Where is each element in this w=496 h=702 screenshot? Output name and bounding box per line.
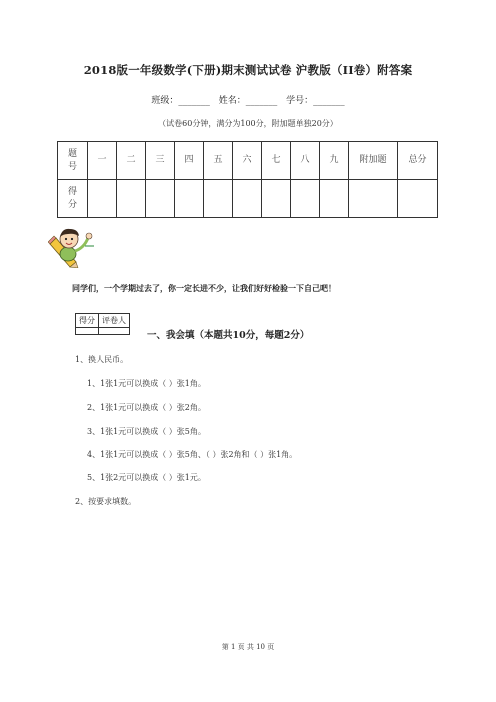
- score-cell[interactable]: [398, 180, 438, 218]
- header-label-line2: 号: [67, 161, 77, 172]
- question-1-item: 2、1张1元可以换成（ ）张2角。: [87, 403, 206, 412]
- grader-score-label: 得分: [76, 314, 99, 328]
- column-header: 一: [88, 142, 117, 180]
- grader-score-cell[interactable]: [76, 328, 99, 335]
- score-cell[interactable]: [233, 180, 262, 218]
- score-cell[interactable]: [175, 180, 204, 218]
- header-label-cell: [58, 142, 88, 180]
- class-field: 班级：_______: [151, 96, 210, 106]
- student-info-line: [0, 93, 496, 106]
- score-cell[interactable]: [320, 180, 349, 218]
- score-table-score-row: [58, 180, 438, 218]
- grader-name-label: 评卷人: [99, 314, 130, 328]
- score-cell[interactable]: [349, 180, 398, 218]
- column-header: 附加题: [349, 142, 398, 180]
- column-header: 四: [175, 142, 204, 180]
- question-1-item: 4、1张1元可以换成（ ）张5角、（ ）张2角和（ ）张1角。: [87, 450, 298, 459]
- column-header: 三: [146, 142, 175, 180]
- exam-note: （试卷60分钟，满分为100分，附加题单独20分）: [158, 119, 338, 128]
- grader-box-header-row: [76, 314, 130, 328]
- score-cell[interactable]: [291, 180, 320, 218]
- column-header: 二: [117, 142, 146, 180]
- column-header: 八: [291, 142, 320, 180]
- section-1-heading: 一、我会填（本题共10分，每题2分）: [147, 330, 310, 341]
- header-label-line1: 题: [67, 148, 77, 159]
- student-with-pencil-icon: [48, 224, 96, 268]
- column-header: 九: [320, 142, 349, 180]
- score-table: [57, 141, 438, 218]
- question-1-item: 5、1张2元可以换成（ ）张1元。: [87, 473, 206, 482]
- score-table-header-row: [58, 142, 438, 180]
- name-field: 姓名：_______: [218, 96, 278, 106]
- column-header: 总分: [398, 142, 438, 180]
- column-header: 七: [262, 142, 291, 180]
- page-footer: 第 1 页 共 10 页: [221, 643, 275, 651]
- score-cell[interactable]: [88, 180, 117, 218]
- score-cell[interactable]: [262, 180, 291, 218]
- score-cell[interactable]: [117, 180, 146, 218]
- score-cell[interactable]: [204, 180, 233, 218]
- student-id-field: 学号：_______: [286, 96, 345, 106]
- grader-name-cell[interactable]: [99, 328, 130, 335]
- score-label-cell: [58, 180, 88, 218]
- question-1-item: 1、1张1元可以换成（ ）张1角。: [87, 379, 206, 388]
- score-cell[interactable]: [146, 180, 175, 218]
- encouragement-text: 同学们，一个学期过去了，你一定长进不少，让我们好好检验一下自己吧！: [72, 283, 336, 293]
- column-header: 六: [233, 142, 262, 180]
- question-1: 1、换人民币。: [75, 355, 129, 364]
- score-label-line1: 得: [67, 186, 77, 197]
- column-header: 五: [204, 142, 233, 180]
- question-2: 2、按要求填数。: [75, 497, 137, 506]
- exam-title: 2018版一年级数学(下册)期末测试试卷 沪教版（II卷）附答案: [83, 63, 413, 77]
- score-label-line2: 分: [67, 199, 77, 210]
- grader-box-blank-row: [76, 328, 130, 335]
- question-1-item: 3、1张1元可以换成（ ）张5角。: [87, 427, 206, 436]
- grader-score-box: [75, 313, 130, 335]
